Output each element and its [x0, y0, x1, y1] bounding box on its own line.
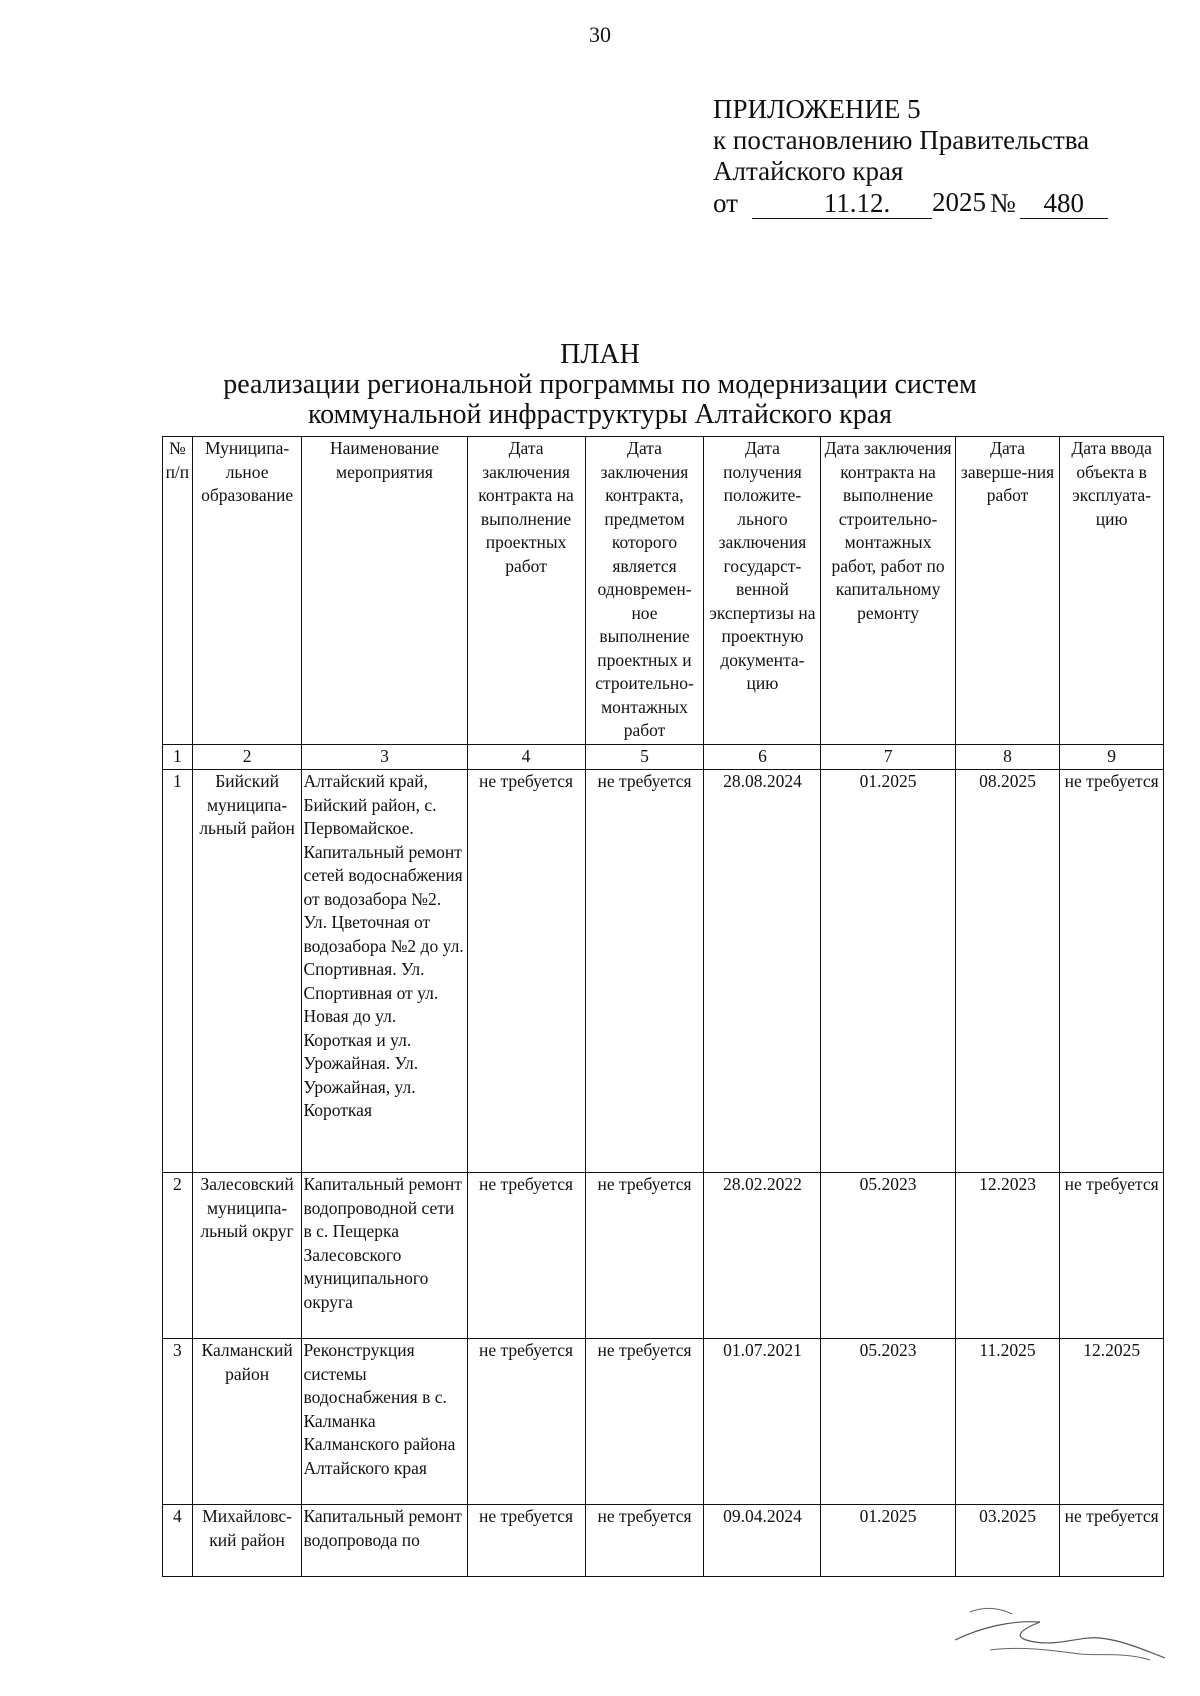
- column-number-row: [163, 745, 1164, 770]
- header-cell: Наименование мероприятия: [302, 437, 467, 745]
- municipality-cell: Калманский район: [192, 1339, 302, 1505]
- municipality-cell: Бийский муниципа-льный район: [192, 770, 302, 1173]
- design-contract-cell: не требуется: [467, 1505, 585, 1577]
- row-number: 2: [163, 1173, 193, 1339]
- table-row: [163, 1173, 1164, 1339]
- construction-contract-cell: 01.2025: [821, 770, 955, 1173]
- design-contract-cell: не требуется: [467, 1339, 585, 1505]
- header-cell: Дата заключения контракта, предметом которого является одновремен-ное выполнение проектных и строительно-монтажных работ: [585, 437, 704, 745]
- commissioning-cell: 12.2025: [1060, 1339, 1164, 1505]
- plan-subtitle-line-2: коммунальной инфраструктуры Алтайского края: [307, 399, 893, 430]
- event-cell: Реконструкция системы водоснабжения в с. Калманка Калманского района Алтайского края: [302, 1339, 467, 1505]
- commissioning-cell: не требуется: [1060, 1173, 1164, 1339]
- table-row: [163, 770, 1164, 1173]
- row-number: 4: [163, 1505, 193, 1577]
- row-number: 1: [163, 770, 193, 1173]
- construction-contract-cell: 01.2025: [821, 1505, 955, 1577]
- municipality-cell: Залесовский муниципа-льный округ: [192, 1173, 302, 1339]
- event-cell: Капитальный ремонт водопроводной сети в с. Пещерка Залесовского муниципального округа: [302, 1173, 467, 1339]
- resolution-date: 11.12.: [752, 188, 932, 219]
- municipality-cell: Михайловс-кий район: [192, 1505, 302, 1577]
- row-number: 3: [163, 1339, 193, 1505]
- column-number: 8: [955, 745, 1060, 770]
- header-cell: Дата получения положите-льного заключения государст-венной экспертизы на проектную документа-цию: [704, 437, 821, 745]
- header-cell: Муниципа-льное образование: [192, 437, 302, 745]
- design-contract-cell: не требуется: [467, 1173, 585, 1339]
- event-cell: Алтайский край, Бийский район, с. Первомайское. Капитальный ремонт сетей водоснабжения от водозабора №2. Ул. Цветочная от водозабора №2 до ул. Спортивная. Ул. Спортивная от ул. Новая до ул. Короткая и ул. Урожайная. Ул. Урожайная, ул. Короткая: [302, 770, 467, 1173]
- appendix-resolution-line: к постановлению Правительства: [713, 125, 1090, 155]
- expertise-date-cell: 01.07.2021: [704, 1339, 821, 1505]
- number-sign: №: [989, 188, 1016, 218]
- appendix-block: [713, 94, 1108, 219]
- table-row: [163, 1505, 1164, 1577]
- construction-contract-cell: 05.2023: [821, 1173, 955, 1339]
- design-contract-cell: не требуется: [467, 770, 585, 1173]
- appendix-date-line: [713, 187, 1108, 219]
- completion-cell: 11.2025: [955, 1339, 1060, 1505]
- expertise-date-cell: 28.02.2022: [704, 1173, 821, 1339]
- combined-contract-cell: не требуется: [585, 1505, 704, 1577]
- column-number: 1: [163, 745, 193, 770]
- header-cell: Дата заключения контракта на выполнение проектных работ: [467, 437, 585, 745]
- header-cell: Дата ввода объекта в эксплуата-цию: [1060, 437, 1164, 745]
- plan-heading: ПЛАН: [560, 339, 640, 370]
- commissioning-cell: не требуется: [1060, 770, 1164, 1173]
- from-label: от: [713, 188, 738, 218]
- column-number: 9: [1060, 745, 1164, 770]
- resolution-year: 2025: [931, 187, 986, 217]
- column-number: 4: [467, 745, 585, 770]
- combined-contract-cell: не требуется: [585, 1173, 704, 1339]
- header-cell: № п/п: [163, 437, 193, 745]
- page-number: 30: [589, 22, 611, 47]
- plan-table: [162, 436, 1164, 1577]
- appendix-title: ПРИЛОЖЕНИЕ 5: [713, 94, 921, 124]
- column-number: 7: [821, 745, 955, 770]
- signature-scribble: [950, 1600, 1170, 1670]
- event-cell: Капитальный ремонт водопровода по: [302, 1505, 467, 1577]
- expertise-date-cell: 09.04.2024: [704, 1505, 821, 1577]
- plan-subtitle-line-1: реализации региональной программы по модернизации систем: [223, 369, 977, 400]
- table-row: [163, 1339, 1164, 1505]
- column-number: 2: [192, 745, 302, 770]
- column-number: 6: [704, 745, 821, 770]
- column-number: 3: [302, 745, 467, 770]
- resolution-number: 480: [1020, 188, 1108, 219]
- expertise-date-cell: 28.08.2024: [704, 770, 821, 1173]
- document-title: [0, 340, 1200, 430]
- completion-cell: 08.2025: [955, 770, 1060, 1173]
- column-number: 5: [585, 745, 704, 770]
- combined-contract-cell: не требуется: [585, 770, 704, 1173]
- header-cell: Дата заверше-ния работ: [955, 437, 1060, 745]
- commissioning-cell: не требуется: [1060, 1505, 1164, 1577]
- header-cell: Дата заключения контракта на выполнение строительно-монтажных работ, работ по капитальному ремонту: [821, 437, 955, 745]
- appendix-region-line: Алтайского края: [713, 156, 904, 186]
- table-header-row: [163, 437, 1164, 745]
- combined-contract-cell: не требуется: [585, 1339, 704, 1505]
- construction-contract-cell: 05.2023: [821, 1339, 955, 1505]
- completion-cell: 03.2025: [955, 1505, 1060, 1577]
- completion-cell: 12.2023: [955, 1173, 1060, 1339]
